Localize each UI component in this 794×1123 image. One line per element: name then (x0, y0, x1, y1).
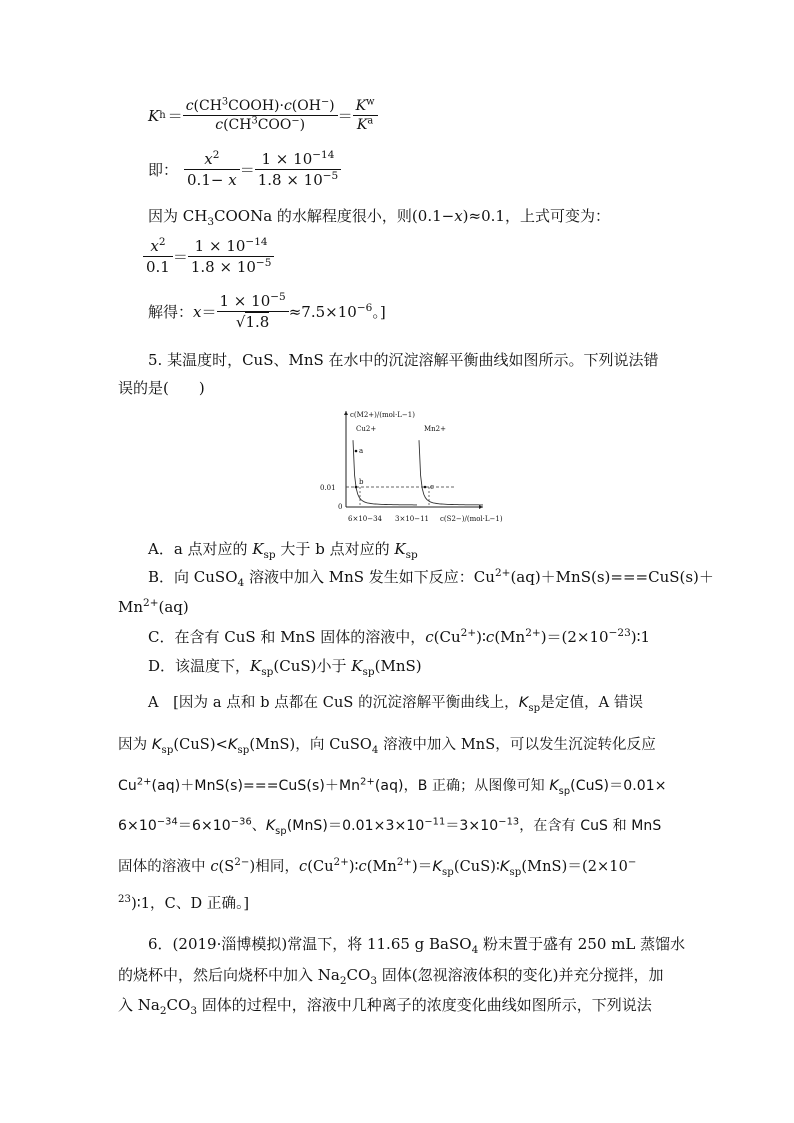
q5-option-c[interactable]: C．在含有 CuS 和 MnS 固体的溶液中，$c(Cu^{2+})∶c(Mn^{2+})=(2\times 10^{-23})∶1$ (148, 627, 651, 646)
q5-answer-line-3: $Cu^{2+}(aq)+MnS(s)===CuS(s)+Mn^{2+}(aq)$，B 正确；从图像可知 $K_{sp}(CuS)=0.01\times$ (118, 776, 667, 797)
q5-stem-1: 5. 某温度时，CuS、MnS 在水中的沉淀溶解平衡曲线如图所示。下列说法错 (148, 351, 659, 369)
point-b-label: b (359, 478, 364, 486)
y-tick-label: 0.01 (320, 484, 336, 492)
point-c (424, 486, 427, 489)
equation-solve: 解得：x＝ $\frac{1 \times 10^{-5}}{√1.8}$ $\approx 7.5\times 10^{-6}$。] (148, 291, 386, 331)
point-a (355, 450, 358, 453)
x-axis-arrow (479, 505, 483, 509)
point-b (355, 486, 358, 489)
q5-answer-line-5: 固体的溶液中 $c(S^{2-})$相同，$c(Cu^{2+})∶c(Mn^{2+})=K_{sp}(CuS)∶K_{sp}(MnS)=(2\times 10^-$ (118, 857, 637, 878)
equation-ji: 即： $\frac{x^2}{0.1- x}$ ＝ $\frac{1 \times 10^{-14}}{1.8 \times 10^{-5}}$ (148, 150, 341, 189)
q5-answer-line-4: $6\times 10^{-34}=6\times 10^{-36}$、$K_{sp}(MnS)=0.01\times 3\times 10^{-11}=3\times 10^{-13}$，在含有 CuS 和 MnS (118, 816, 662, 837)
q5-option-a[interactable]: A．a 点对应的 $K_{sp}$ 大于 b 点对应的 $K_{sp}$ (148, 540, 418, 561)
q6-line-3: 入 $Na_2CO_3$ 固体的过程中，溶液中几种离子的浓度变化曲线如图所示，下列说法 (118, 996, 652, 1017)
q5-option-d[interactable]: D．该温度下，$K_{sp}(CuS)$小于 $K_{sp}(MnS)$ (148, 657, 422, 678)
q6-line-1: 6．(2019·淄博模拟)常温下，将 11.65 g BaSO$_4$ 粉末置于盛有 250 mL 蒸馏水 (148, 935, 686, 956)
x-tick-label-mn: 3×10−11 (395, 515, 429, 523)
x-tick-label-cu: 6×10−34 (348, 515, 382, 523)
origin-label: 0 (338, 503, 343, 511)
q6-line-2: 的烧杯中，然后向烧杯中加入 $Na_2CO_3$ 固体(忽视溶液体积的变化)并充分搅拌，加 (118, 966, 664, 987)
ji-prefix: 即： (148, 161, 179, 179)
x-axis-label: c(S2−)/(mol·L−1) (440, 515, 503, 523)
q5-option-b[interactable]: B．向 CuSO$_4$ 溶液中加入 MnS 发生如下反应：$Cu^{2+}(aq)+MnS(s)===CuS(s)+$ (148, 567, 714, 589)
y-axis-arrow (344, 411, 348, 415)
q5-chart (318, 405, 514, 527)
curve-mns (419, 440, 483, 505)
q5-stem-2: 误的是( ) (118, 379, 205, 397)
equation-approx: $\frac{x^2}{0.1}$ ＝ $\frac{1 \times 10^{-14}}{1.8 \times 10^{-5}}$ (143, 237, 274, 276)
point-a-label: a (359, 447, 364, 455)
q5-option-b-cont: $Mn^{2+}(aq)$ (118, 597, 189, 616)
series-label-mn: Mn2+ (424, 425, 446, 433)
q5-chart-svg (318, 405, 514, 527)
series-label-cu: Cu2+ (356, 425, 377, 433)
q5-answer-line-6: $^{23}$)∶1，C、D 正确。] (118, 894, 250, 912)
q5-answer-line-1: A [因为 a 点和 b 点都在 CuS 的沉淀溶解平衡曲线上，$K_{sp}$是定值，A 错误 (148, 695, 644, 714)
kh-formula: K h ＝ $\frac{c(CH^3COOH)\cdot c(OH^-)}{c(CH^3COO^-)}$ ＝ $\frac{K^w}{K^a}$ (148, 98, 378, 133)
q5-answer-line-2: 因为 $K_{sp}(CuS)<K_{sp}(MnS)$，向 CuSO$_4$ 溶液中加入 MnS，可以发生沉淀转化反应 (118, 737, 656, 756)
point-c-label: c (430, 483, 434, 491)
text-because: 因为 $CH_3COONa$ 的水解程度很小，则(0.1−x)≈0.1，上式可变为： (148, 207, 610, 228)
y-axis-label: c(M2+)/(mol·L−1) (350, 411, 415, 419)
